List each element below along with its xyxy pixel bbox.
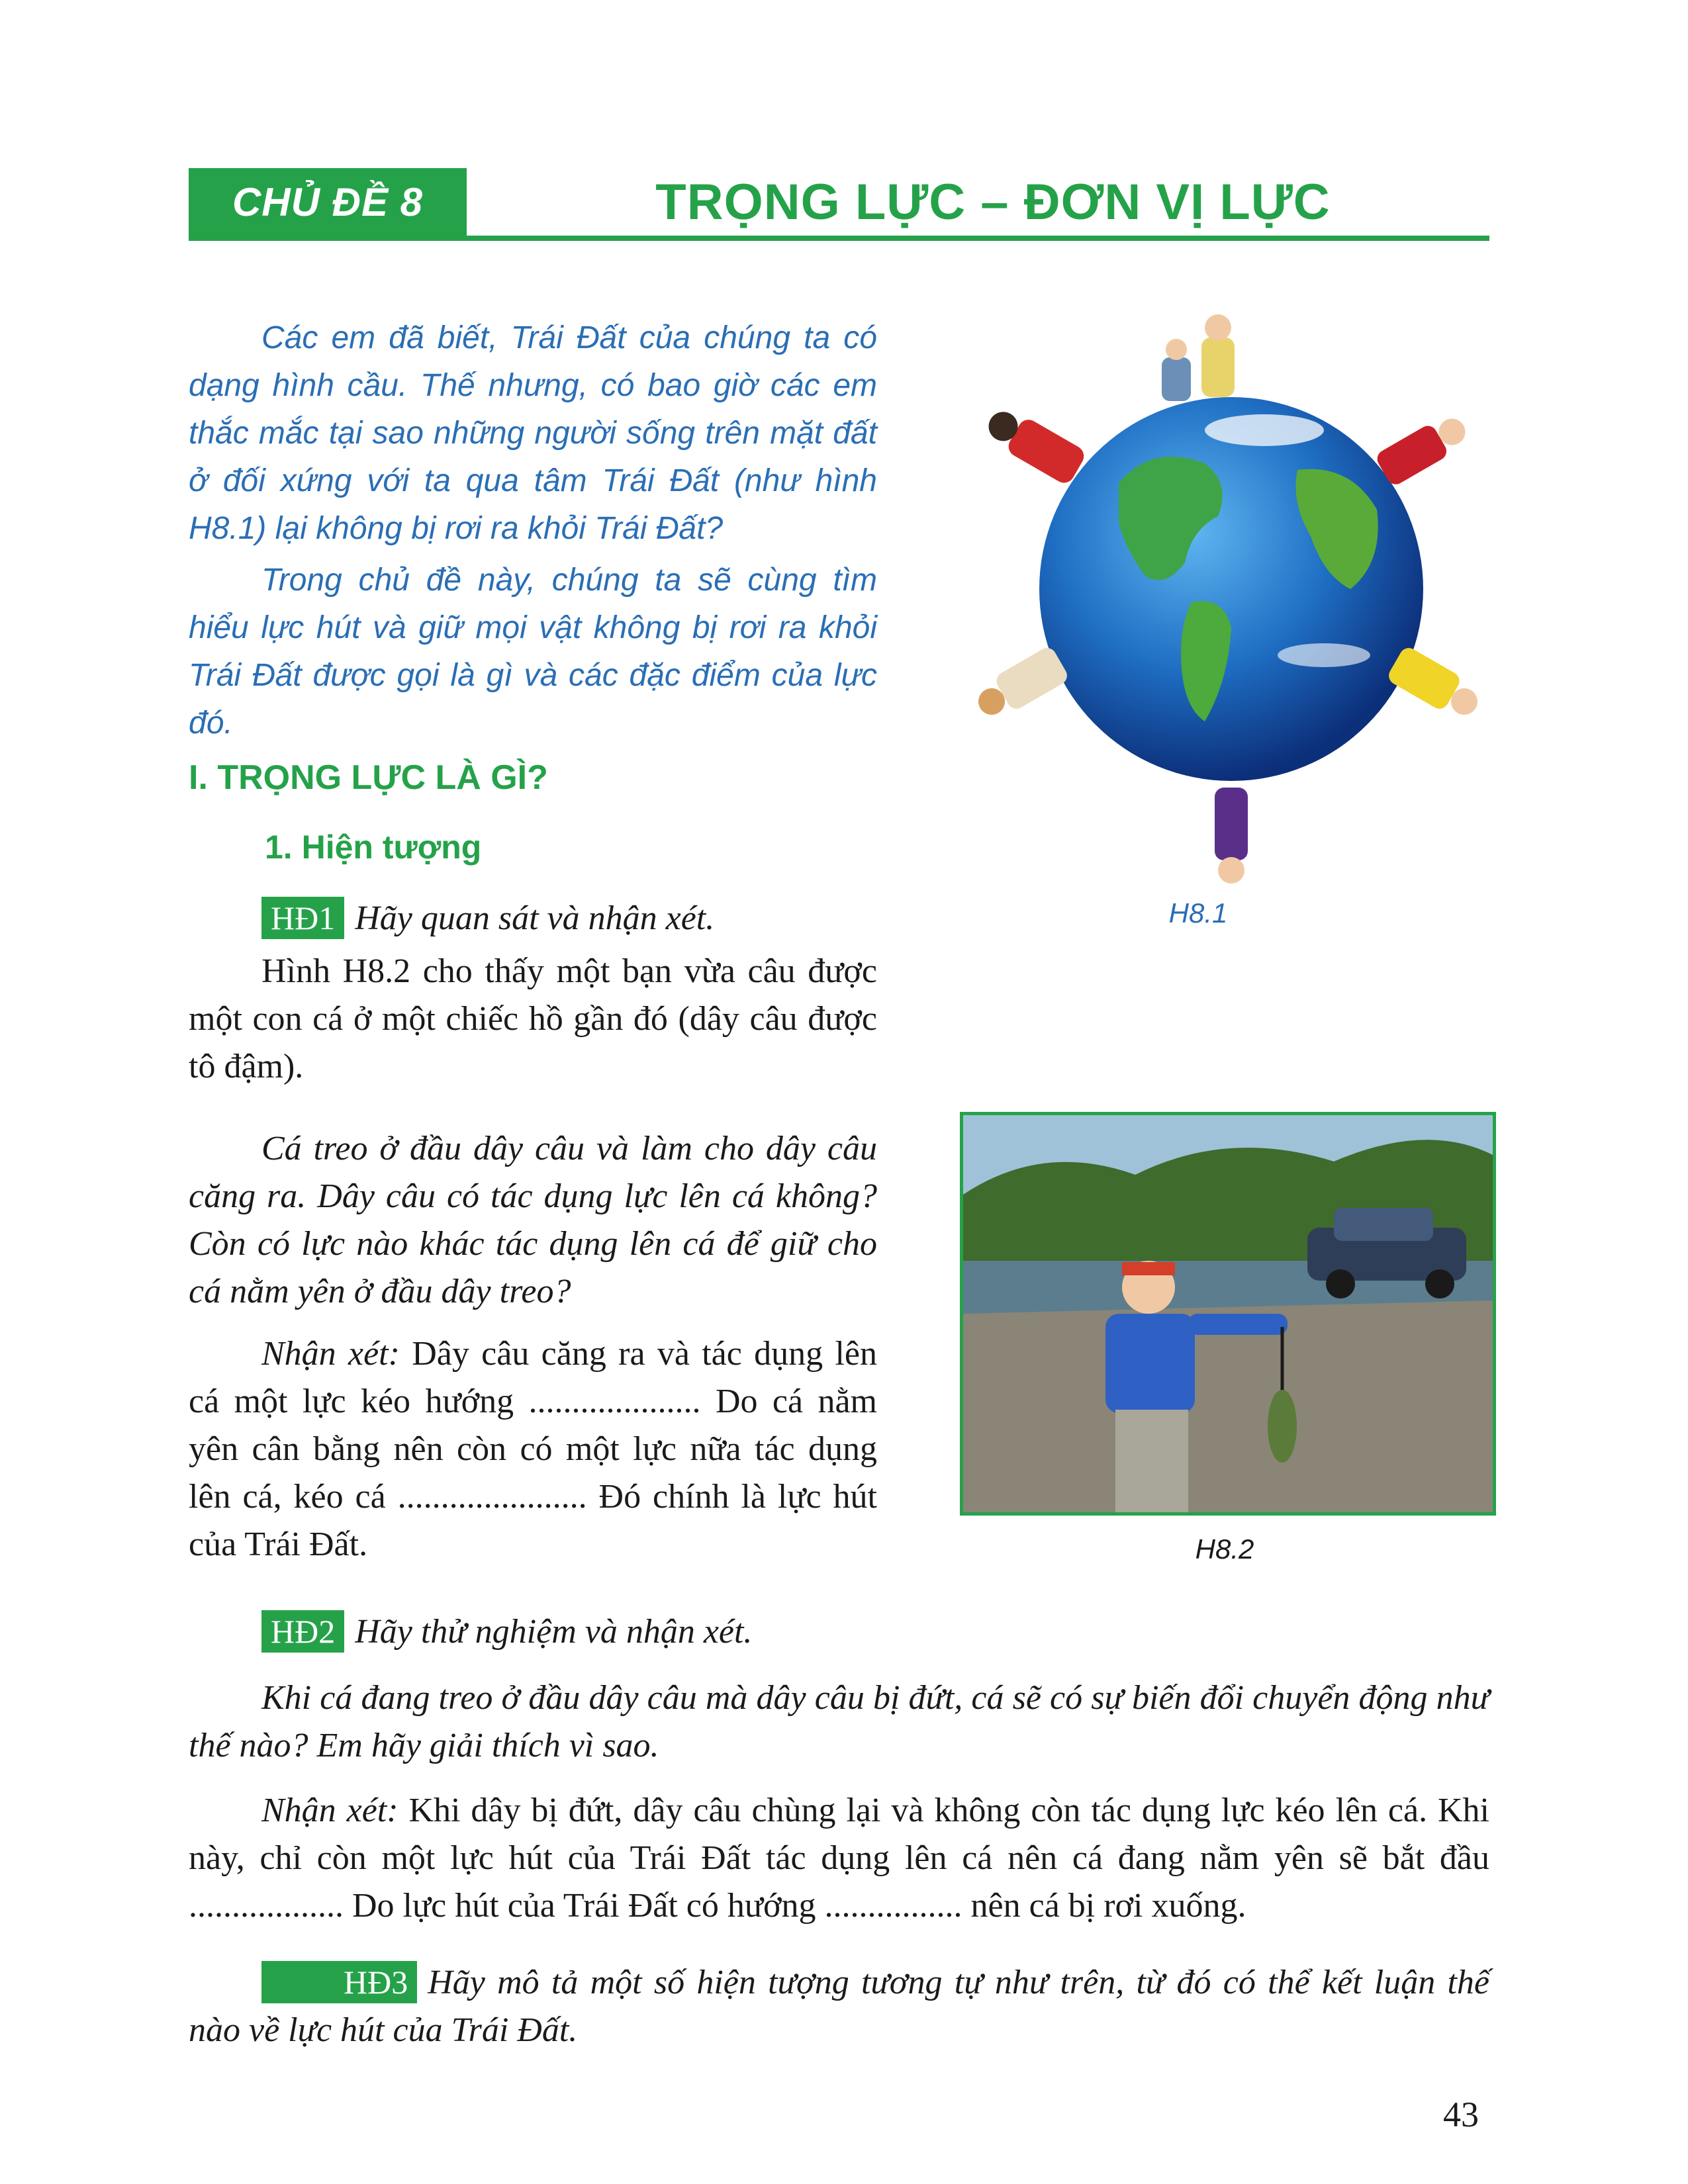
remark-body: Dây câu căng ra và tác dụng lên cá một lực kéo hướng .................... Do cá nằm yên cân bằng nên còn có một lực nữa tác dụng lên cá, kéo cá ...................... Đó chính là lực hút của Trái Đất. bbox=[189, 1335, 877, 1563]
person-right bbox=[1374, 409, 1473, 487]
chapter-label: CHỦ ĐỀ 8 bbox=[189, 168, 467, 237]
hd2-remark-text bbox=[189, 1787, 1489, 1930]
figure-h81-caption: H8.1 bbox=[1168, 897, 1228, 929]
subsection-heading: 1. Hiện tượng bbox=[265, 829, 482, 866]
activity-badge: HĐ3 bbox=[261, 1961, 417, 2003]
header-rule bbox=[189, 236, 1489, 241]
person-top bbox=[1162, 314, 1235, 401]
figure-h82-caption: H8.2 bbox=[1195, 1533, 1254, 1565]
activity-prompt: Hãy quan sát và nhận xét. bbox=[355, 899, 715, 937]
hd1-description-text: Hình H8.2 cho thấy một bạn vừa câu được một con cá ở một chiếc hồ gần đó (dây câu được tô đậm). bbox=[189, 952, 877, 1085]
remark-label: Nhận xét: bbox=[261, 1335, 400, 1373]
activity-prompt: Hãy mô tả một số hiện tượng tương tự như trên, từ đó có thể kết luận thế nào về lực hút của Trái Đất. bbox=[189, 1964, 1489, 2049]
hd1-question bbox=[189, 1125, 877, 1316]
person-left bbox=[980, 402, 1088, 486]
section-heading: I. TRỌNG LỰC LÀ GÌ? bbox=[189, 758, 548, 797]
activity-hd3 bbox=[189, 1959, 1489, 2054]
person-lower-left bbox=[970, 645, 1070, 725]
hd2-remark bbox=[189, 1787, 1489, 1930]
activity-badge: HĐ2 bbox=[261, 1610, 344, 1653]
hd2-question bbox=[189, 1674, 1489, 1770]
cloud bbox=[1205, 414, 1324, 446]
remark-body: Khi dây bị đứt, dây câu chùng lại và không còn tác dụng lực kéo lên cá. Khi này, chỉ còn một lực hút của Trái Đất tác dụng lên cá nên cá đang nằm yên sẽ bắt đầu .................. Do lực hút của Trái Đất có hướng ................ nên cá bị rơi xuống. bbox=[189, 1792, 1490, 1925]
remark-label: Nhận xét: bbox=[261, 1792, 399, 1829]
person-lower-right bbox=[1385, 645, 1485, 725]
figure-h82-fishing-photo bbox=[960, 1112, 1496, 1516]
page-number: 43 bbox=[1443, 2095, 1479, 2134]
intro-paragraph-2: Trong chủ đề này, chúng ta sẽ cùng tìm hiểu lực hút và giữ mọi vật không bị rơi ra khỏi Trái Đất được gọi là gì và các đặc điểm của lực đó. bbox=[189, 563, 877, 741]
hd1-remark bbox=[189, 1330, 877, 1569]
activity-hd2 bbox=[261, 1608, 752, 1656]
activity-hd1 bbox=[261, 895, 714, 942]
activity-badge: HĐ1 bbox=[261, 897, 344, 939]
earth-globe bbox=[1039, 397, 1423, 781]
hd2-question-text: Khi cá đang treo ở đầu dây câu mà dây câu bị đứt, cá sẽ có sự biến đổi chuyển động như thế nào? Em hãy giải thích vì sao. bbox=[189, 1679, 1489, 1764]
hd1-question-text: Cá treo ở đầu dây câu và làm cho dây câu căng ra. Dây câu có tác dụng lực lên cá không? Còn có lực nào khác tác dụng lên cá để giữ cho cá nằm yên ở đầu dây treo? bbox=[189, 1130, 877, 1310]
hd3-text bbox=[189, 1959, 1489, 2054]
person-bottom bbox=[1215, 788, 1248, 884]
intro bbox=[189, 314, 877, 747]
hd1-description bbox=[189, 948, 877, 1091]
fish bbox=[1268, 1390, 1297, 1463]
chapter-title: TRỌNG LỰC – ĐƠN VỊ LỰC bbox=[655, 174, 1331, 230]
activity-prompt: Hãy thử nghiệm và nhận xét. bbox=[355, 1613, 753, 1651]
cloud bbox=[1278, 643, 1370, 667]
intro-paragraph-1: Các em đã biết, Trái Đất của chúng ta có dạng hình cầu. Thế nhưng, có bao giờ các em thắc mắc tại sao những người sống trên mặt đất ở đối xứng với ta qua tâm Trái Đất (như hình H8.1) lại không bị rơi ra khỏi Trái Đất? bbox=[189, 320, 877, 546]
figure-h81-earth-illustration bbox=[953, 311, 1496, 890]
hd1-remark-text bbox=[189, 1330, 877, 1569]
